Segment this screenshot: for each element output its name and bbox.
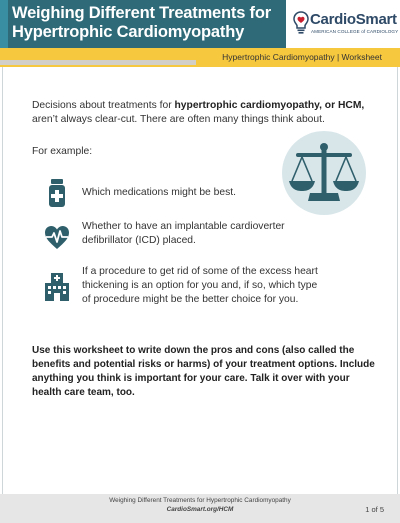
document-title: Weighing Different Treatments for Hypertrophic Cardiomyopathy: [12, 4, 271, 41]
logo: [286, 0, 400, 48]
page-frame: [2, 2, 398, 521]
intro-prefix: Decisions about treatments for: [32, 100, 175, 111]
item-text: Whether to have an implantable cardioverter defibrillator (ICD) placed.: [82, 221, 285, 246]
intro-paragraph: [32, 99, 372, 126]
footer-title: Weighing Different Treatments for Hypertrophic Cardiomyopathy: [109, 497, 291, 504]
subheader-label: Hypertrophic Cardiomyopathy | Worksheet: [222, 52, 382, 62]
balance-scale-icon: [282, 131, 366, 215]
page-number: 1 of 5: [365, 505, 384, 514]
subheader-gray-bar: [0, 60, 196, 65]
heartbeat-icon: [44, 222, 70, 252]
item-text: Which medications might be best.: [82, 187, 236, 198]
worksheet-instructions: Use this worksheet to write down the pros and cons (also called the benefits and potential risks or harms) of your treatment options. Include anything you think is important for your care. Talk it over with your health care team, too.: [32, 345, 375, 398]
scale-illustration: [282, 131, 366, 215]
lightbulb-heart-icon: [293, 11, 309, 35]
footer-url[interactable]: CardioSmart.org/HCM: [166, 506, 234, 513]
logo-subtitle: AMERICAN COLLEGE of CARDIOLOGY: [311, 29, 399, 34]
example-label: For example:: [32, 146, 93, 157]
intro-bold: hypertrophic cardiomyopathy, or HCM,: [174, 100, 365, 111]
medicine-bottle-icon: [44, 178, 70, 208]
intro-suffix: aren’t always clear-cut. There are often many things think about.: [32, 113, 325, 125]
hospital-icon: [44, 272, 70, 302]
logo-name: CardioSmart: [310, 11, 397, 28]
item-text: If a procedure to get rid of some of the excess heart thickening is an option for you and, if so, which type of procedure might be the better choice for you.: [82, 266, 318, 305]
header-accent: [0, 0, 8, 48]
